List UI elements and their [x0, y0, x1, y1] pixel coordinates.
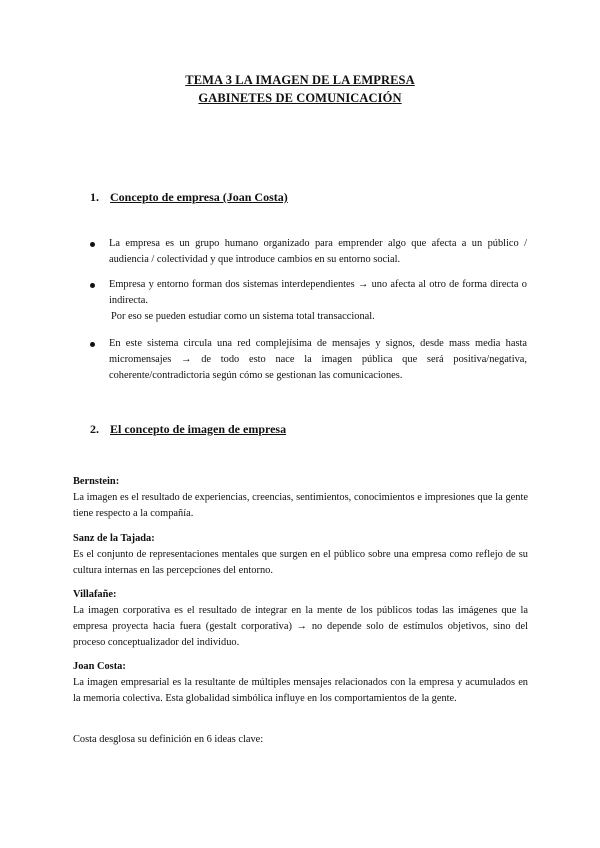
definition-author: Sanz de la Tajada: [73, 533, 155, 544]
definition-block [73, 587, 528, 651]
definition-author: Bernstein: [73, 476, 120, 487]
definition-text: La imagen es el resultado de experiencias, creencias, sentimientos, conocimientos e impresiones que la gente tiene respecto a la compañía. [73, 492, 528, 519]
bullet-dot-icon [90, 242, 95, 247]
bullet-item [90, 236, 527, 268]
bullet-item [90, 277, 527, 325]
section-1-number: 1. [90, 190, 99, 204]
definition-block [73, 474, 528, 522]
section-1-heading [90, 190, 288, 205]
definition-text: Es el conjunto de representaciones mentales que surgen en el público sobre una empresa como reflejo de su cultura internas en las percepciones del entorno. [73, 549, 528, 576]
bullet-text: La empresa es un grupo humano organizado para emprender algo que afecta a un público / audiencia / colectividad y que introduce cambios en su entorno social. [109, 238, 527, 265]
bullet-dot-icon [90, 283, 95, 288]
definition-author: Joan Costa: [73, 661, 126, 672]
bullet-text: En este sistema circula una red complejísima de mensajes y signos, desde mass media hasta micromensajes → de todo esto nace la imagen pública que será positiva/negativa, coherente/contradictoria según cómo se gestionan las comunicaciones. [109, 338, 527, 381]
definition-text: La imagen corporativa es el resultado de integrar en la mente de los públicos todas las imágenes que la empresa proyecta hacia fuera (gestalt corporativa) → no depende solo de estímulos objetivos, sino del proceso conceptualizador del individuo. [73, 605, 528, 648]
section-2-number: 2. [90, 422, 99, 436]
closing-text: Costa desglosa su definición en 6 ideas clave: [73, 734, 264, 745]
definition-block [73, 531, 528, 579]
bullet-text: Empresa y entorno forman dos sistemas interdependientes → uno afecta al otro de forma directa o indirecta. [109, 279, 527, 306]
definition-text: La imagen empresarial es la resultante de múltiples mensajes relacionados con la empresa y acumulados en la memoria colectiva. Esta globalidad simbólica influye en los comportamientos de la gente. [73, 677, 528, 704]
definition-block [73, 659, 528, 707]
section-1-title: Concepto de empresa (Joan Costa) [110, 190, 288, 204]
section-2-heading [90, 422, 286, 437]
definition-author: Villafañe: [73, 589, 117, 600]
bullet-item [90, 336, 527, 384]
section-2-title: El concepto de imagen de empresa [110, 422, 287, 436]
document-title-line-1: TEMA 3 LA IMAGEN DE LA EMPRESA [185, 73, 415, 87]
document-title-line-2: GABINETES DE COMUNICACIÓN [198, 91, 402, 105]
bullet-dot-icon [90, 342, 95, 347]
bullet-extra-text: Por eso se pueden estudiar como un sistema total transaccional. [111, 311, 375, 322]
